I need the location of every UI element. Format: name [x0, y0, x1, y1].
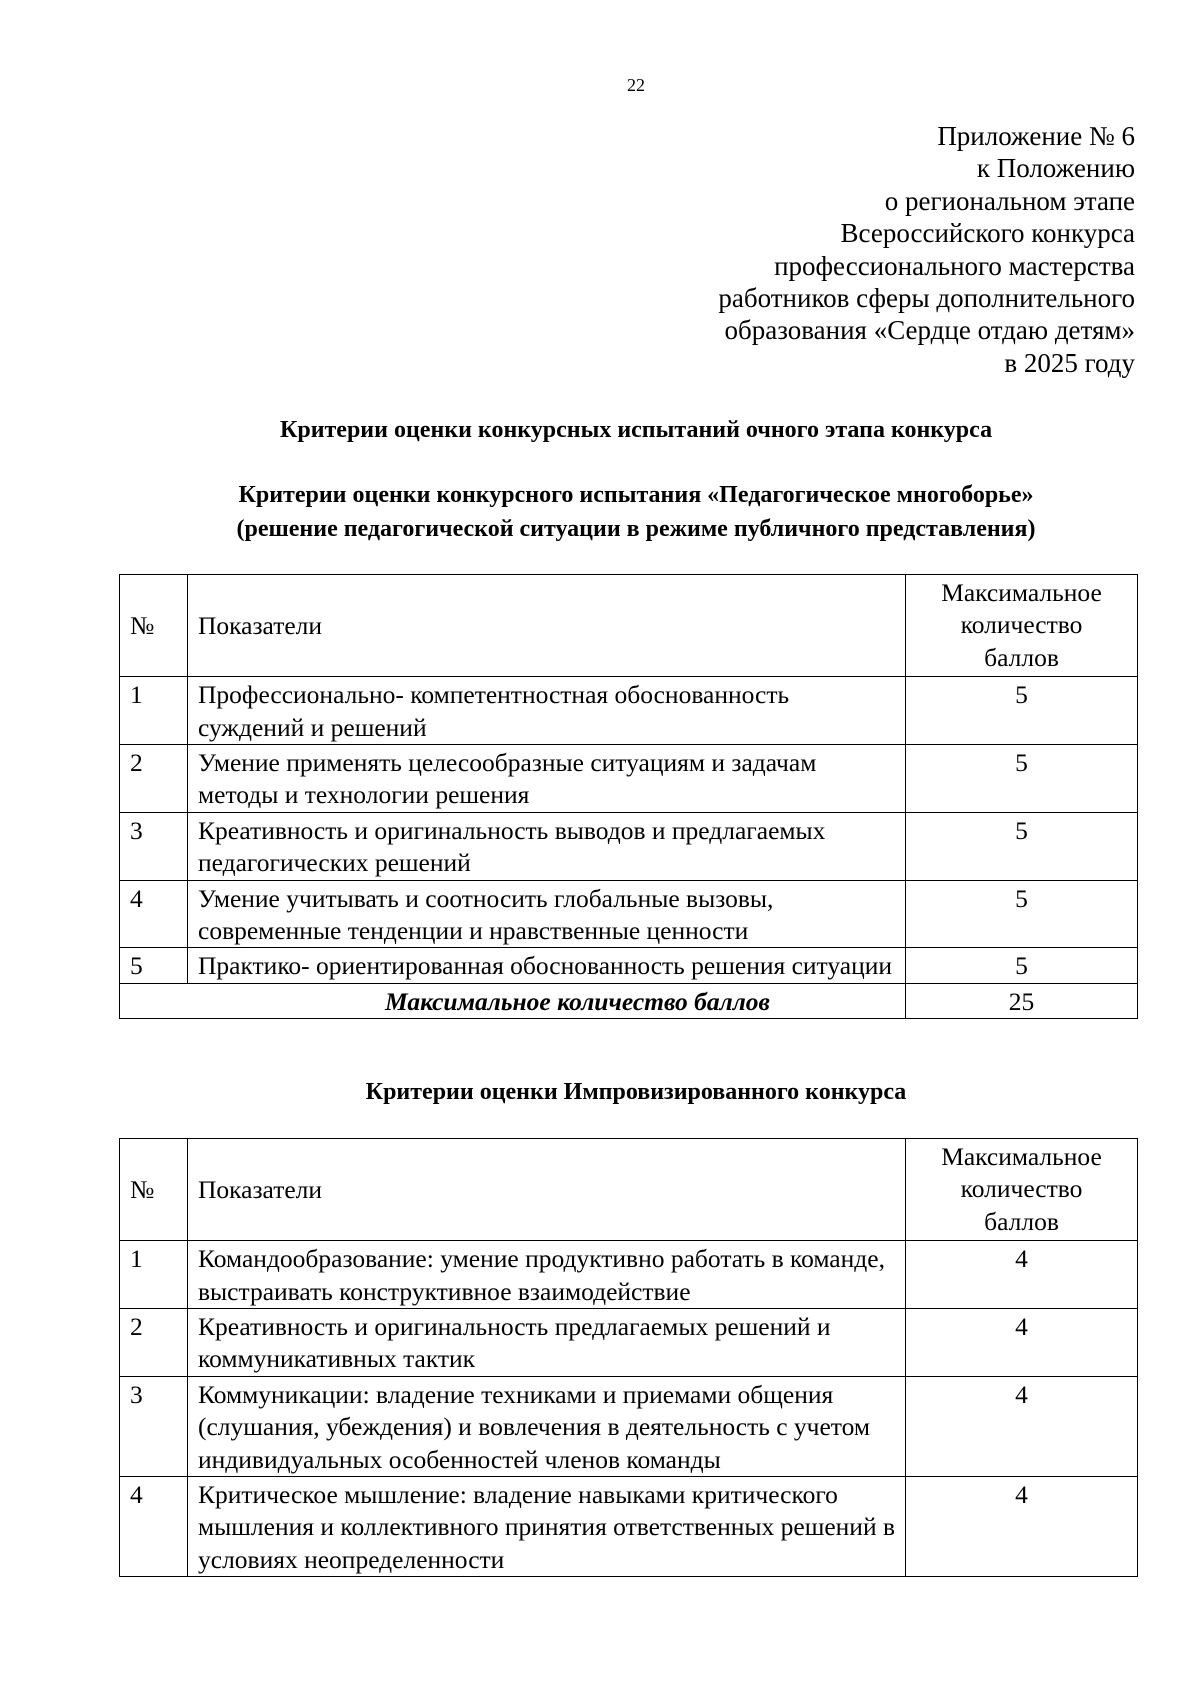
header-indicators: Показатели — [188, 575, 906, 677]
row-indicator: Коммуникации: владение техниками и приемами общения (слушания, убеждения) и вовлечения в деятельность с учетом индивидуальных особенностей членов команды — [188, 1376, 906, 1476]
row-indicator: Критическое мышление: владение навыками критического мышления и коллективного принятия ответственных решений в условиях неопределенности — [188, 1477, 906, 1577]
row-score: 5 — [906, 880, 1138, 948]
header-max-score — [906, 575, 1138, 677]
row-indicator: Профессионально- компетентностная обоснованность суждений и решений — [188, 677, 906, 745]
section2-title: Критерии оценки Импровизированного конкурса — [365, 1079, 907, 1105]
row-num: 3 — [120, 812, 188, 880]
row-score: 4 — [906, 1241, 1138, 1309]
header-max-score-line: Максимальное — [941, 1142, 1102, 1171]
header-max-score-line: количество — [960, 610, 1083, 640]
table-row — [120, 948, 1138, 983]
row-score: 4 — [906, 1376, 1138, 1476]
appendix-line: Всероссийского конкурса — [840, 218, 1135, 249]
total-value: 25 — [906, 983, 1138, 1018]
header-num: № — [120, 575, 188, 677]
appendix-line: Приложение № 6 — [937, 121, 1135, 151]
row-score: 5 — [906, 948, 1138, 983]
row-num: 4 — [120, 1477, 188, 1577]
table-row — [120, 880, 1138, 948]
row-indicator: Умение учитывать и соотносить глобальные вызовы, современные тенденции и нравственные ценности — [188, 880, 906, 948]
header-max-score-line: Максимальное — [941, 578, 1102, 607]
appendix-line: о региональном этапе — [884, 185, 1135, 216]
header-num: № — [120, 1139, 188, 1241]
criteria-table-improvised — [119, 1138, 1138, 1577]
row-num: 1 — [120, 677, 188, 745]
appendix-line: работников сферы дополнительного — [718, 283, 1135, 314]
row-num: 4 — [120, 880, 188, 948]
total-label: Максимальное количество баллов — [120, 983, 906, 1018]
table-header-row — [120, 575, 1138, 677]
table-row — [120, 1309, 1138, 1377]
appendix-line: в 2025 году — [1004, 347, 1135, 378]
row-indicator: Командообразование: умение продуктивно работать в команде, выстраивать конструктивное взаимодействие — [188, 1241, 906, 1309]
header-max-score — [906, 1139, 1138, 1241]
row-num: 2 — [120, 745, 188, 813]
table-row — [120, 1376, 1138, 1476]
row-num: 1 — [120, 1241, 188, 1309]
row-score: 4 — [906, 1477, 1138, 1577]
table-row — [120, 677, 1138, 745]
row-num: 5 — [120, 948, 188, 983]
row-indicator: Умение применять целесообразные ситуациям и задачам методы и технологии решения — [188, 745, 906, 813]
table-header-row — [120, 1139, 1138, 1241]
section1-title-line: Критерии оценки конкурсного испытания «Педагогическое многоборье» — [238, 482, 1034, 508]
header-max-score-line: количество — [960, 1174, 1083, 1204]
row-num: 2 — [120, 1309, 188, 1377]
row-num: 3 — [120, 1376, 188, 1476]
row-indicator: Креативность и оригинальность предлагаемых решений и коммуникативных тактик — [188, 1309, 906, 1377]
row-indicator: Креативность и оригинальность выводов и предлагаемых педагогических решений — [188, 812, 906, 880]
row-score: 5 — [906, 677, 1138, 745]
section1-title — [0, 478, 1200, 546]
table-row — [120, 1477, 1138, 1577]
table-row — [120, 1241, 1138, 1309]
header-indicators: Показатели — [188, 1139, 906, 1241]
section1-title-line: (решение педагогической ситуации в режиме публичного представления) — [236, 516, 1036, 542]
row-score: 5 — [906, 745, 1138, 813]
appendix-line: образования «Сердце отдаю детям» — [724, 315, 1135, 346]
criteria-table-pedagogical — [119, 574, 1138, 1019]
appendix-line: профессионального мастерства — [774, 250, 1135, 281]
row-score: 5 — [906, 812, 1138, 880]
header-max-score-line: баллов — [984, 642, 1059, 672]
table-total-row — [120, 983, 1138, 1018]
main-title: Критерии оценки конкурсных испытаний очного этапа конкурса — [279, 417, 993, 443]
header-max-score-line: баллов — [984, 1206, 1059, 1236]
row-indicator: Практико- ориентированная обоснованность решения ситуации — [188, 948, 906, 983]
table-row — [120, 745, 1138, 813]
row-score: 4 — [906, 1309, 1138, 1377]
appendix-reference — [718, 120, 1135, 379]
appendix-line: к Положению — [976, 153, 1135, 184]
page-number: 22 — [627, 75, 645, 95]
table-row — [120, 812, 1138, 880]
